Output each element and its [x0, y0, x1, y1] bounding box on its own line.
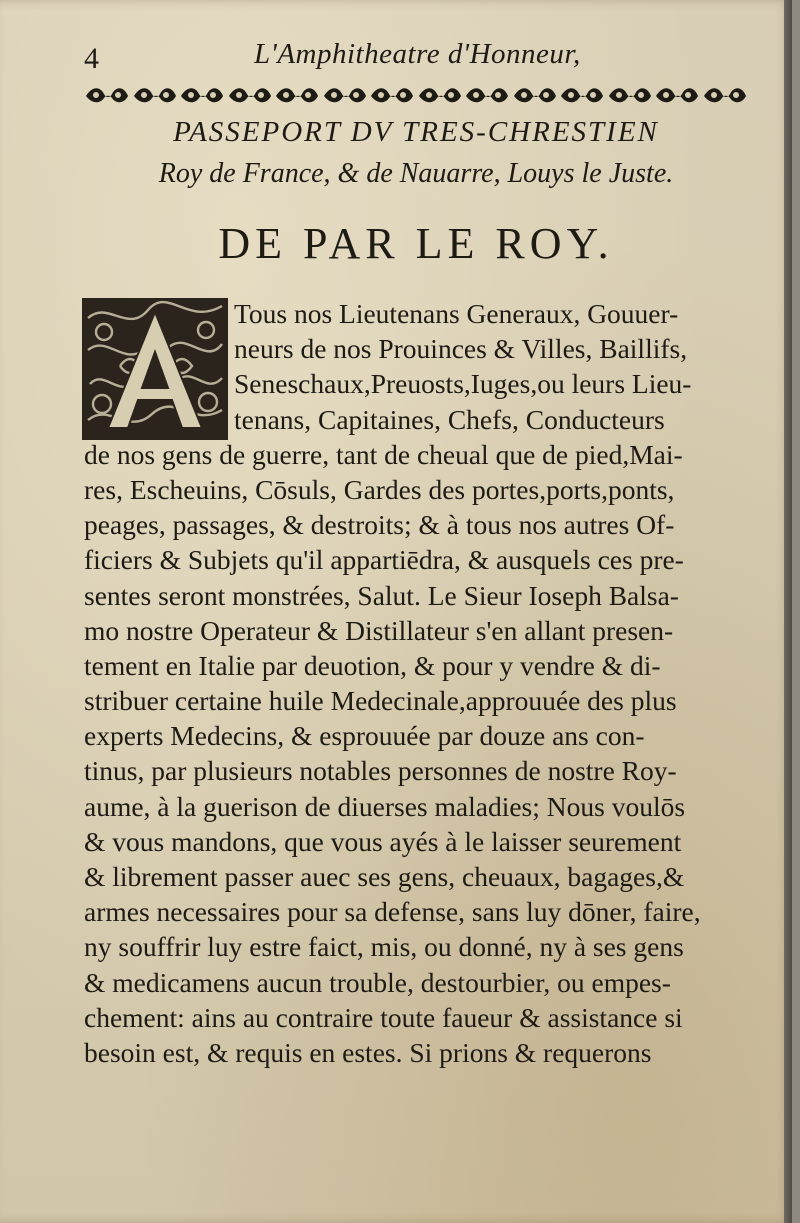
fleuron-ornament-icon	[702, 84, 748, 106]
fleuron-ornament-icon	[654, 84, 700, 106]
text-line: de nos gens de guerre, tant de cheual que de pied,Mai-	[84, 438, 683, 470]
ornament-band	[84, 80, 748, 110]
running-head	[84, 38, 724, 86]
text-line: armes necessaires pour sa defense, sans luy dōner, faire,	[84, 896, 701, 928]
fleuron-ornament-icon	[274, 84, 320, 106]
page-number: 4	[84, 42, 99, 75]
text-line: Tous nos Lieutenans Generaux, Gouuer-	[234, 298, 679, 329]
fleuron-ornament-icon	[369, 84, 415, 106]
fleuron-ornament-icon	[84, 84, 130, 106]
running-title: L'Amphitheatre d'Honneur,	[254, 38, 581, 70]
fleuron-ornament-icon	[559, 84, 605, 106]
fleuron-ornament-icon	[464, 84, 510, 106]
text-line: chement: ains au contraire toute faueur & assistance si	[84, 1001, 683, 1033]
text-line: & medicamens aucun trouble, destourbier, ou empes-	[84, 966, 671, 998]
fleuron-ornament-icon	[322, 84, 368, 106]
text-line: ny souffrir luy estre faict, mis, ou donné, ny à ses gens	[84, 931, 684, 963]
king-subtitle: Roy de France, & de Nauarre, Louys le Juste.	[158, 158, 674, 189]
fleuron-ornament-icon	[227, 84, 273, 106]
royal-heading: DE PAR LE ROY.	[218, 219, 614, 268]
text-line: & librement passer auec ses gens, cheuaux, bagages,&	[84, 861, 685, 892]
fleuron-ornament-icon	[179, 84, 225, 106]
text-line: tement en Italie par deuotion, & pour y vendre & di-	[84, 649, 661, 681]
text-line: res, Escheuins, Cōsuls, Gardes des portes,ports,ponts,	[84, 473, 675, 505]
passport-title: PASSEPORT DV TRES-CHRESTIEN	[173, 116, 659, 148]
fleuron-ornament-icon	[132, 84, 178, 106]
text-line: tenans, Capitaines, Chefs, Conducteurs	[234, 403, 665, 435]
text-line: sentes seront monstrées, Salut. Le Sieur Ioseph Balsa-	[84, 579, 679, 611]
text-line: besoin est, & requis en estes. Si prions & requerons	[84, 1036, 652, 1068]
text-line: Seneschaux,Preuosts,Iuges,ou leurs Lieu-	[234, 368, 692, 400]
text-line: experts Medecins, & esprouuée par douze ans con-	[84, 720, 645, 752]
text-line: aume, à la guerison de diuerses maladies; Nous voulōs	[84, 790, 686, 822]
text-line: & vous mandons, que vous ayés à le laisser seurement	[84, 825, 682, 857]
text-line: neurs de nos Prouinces & Villes, Baillifs,	[234, 333, 688, 365]
text-line: peages, passages, & destroits; & à tous nos autres Of-	[84, 509, 675, 541]
text-line: mo nostre Operateur & Distillateur s'en allant presen-	[84, 614, 674, 646]
text-line: ficiers & Subjets qu'il appartiēdra, & ausquels ces pre-	[84, 544, 684, 576]
fleuron-ornament-icon	[512, 84, 558, 106]
text-line: stribuer certaine huile Medecinale,approuuée des plus	[84, 685, 677, 717]
page-edge	[784, 0, 792, 1223]
fleuron-ornament-icon	[607, 84, 653, 106]
text-line: tinus, par plusieurs notables personnes de nostre Roy-	[84, 755, 677, 787]
fleuron-ornament-icon	[417, 84, 463, 106]
passport-body	[84, 296, 764, 1070]
